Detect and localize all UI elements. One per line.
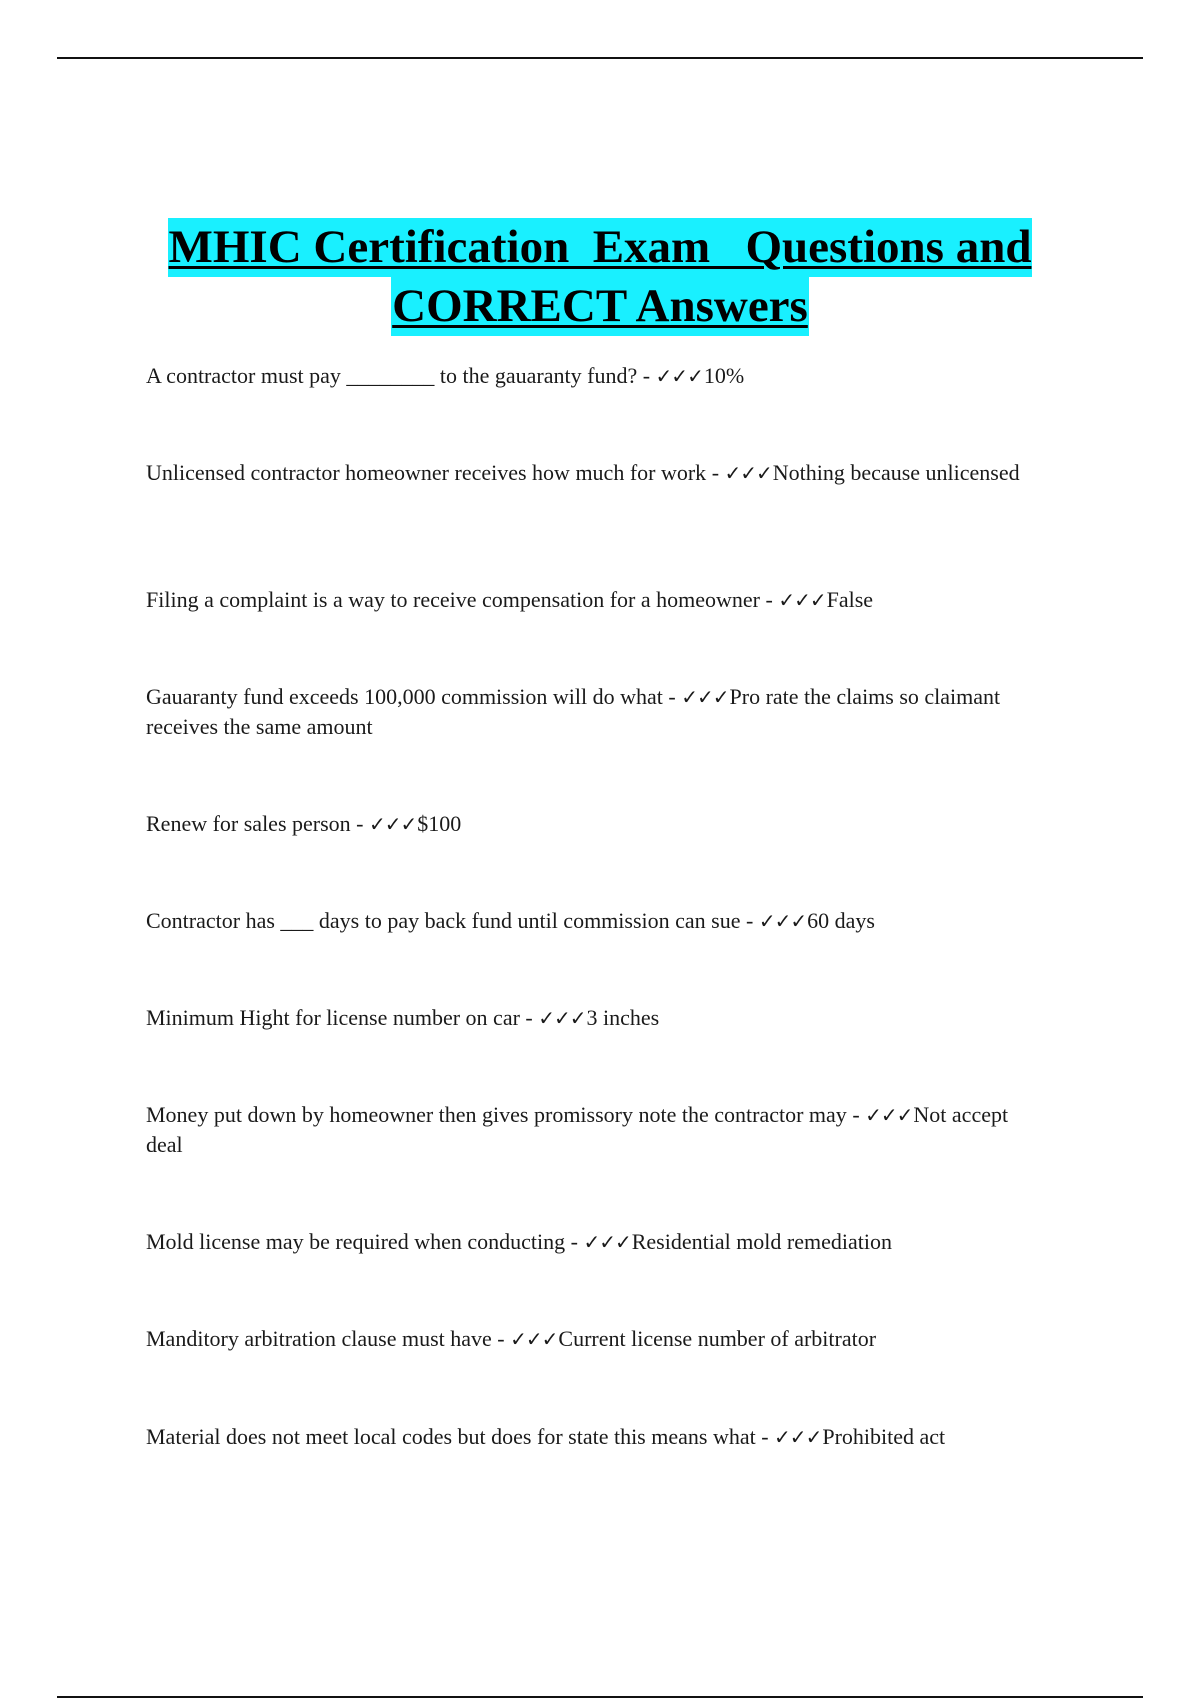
separator: - (755, 1424, 775, 1449)
separator: - (759, 587, 779, 612)
separator: - (519, 1005, 539, 1030)
qa-item (146, 906, 1046, 936)
check-marks-icon: ✓✓✓ (758, 909, 807, 933)
separator: - (350, 811, 369, 836)
check-marks-icon: ✓✓✓ (774, 1425, 822, 1449)
qa-item (146, 1324, 1046, 1354)
question-text: Gauaranty fund exceeds 100,000 commission will do what (146, 684, 663, 709)
check-marks-icon: ✓✓✓ (538, 1006, 586, 1030)
answer-text: Pro rate the claims so claimant receives the same amount (146, 684, 1001, 739)
separator: - (706, 460, 725, 485)
question-text: A contractor must pay ________ to the gauaranty fund? (146, 363, 638, 388)
bottom-rule (57, 1696, 1143, 1698)
qa-item (146, 1227, 1046, 1257)
answer-text: Residential mold remediation (631, 1229, 892, 1254)
question-text: Contractor has ___ days to pay back fund until commission can sue (146, 908, 741, 933)
answer-text: 10% (703, 363, 745, 388)
check-marks-icon: ✓✓✓ (778, 588, 826, 612)
qa-item (146, 361, 1046, 391)
check-marks-icon: ✓✓✓ (369, 812, 417, 836)
question-text: Manditory arbitration clause must have (146, 1326, 492, 1351)
question-text: Mold license may be required when conducting (146, 1229, 566, 1254)
answer-text: Not accept deal (146, 1102, 1009, 1157)
check-marks-icon: ✓✓✓ (681, 685, 729, 709)
qa-item (146, 1422, 1046, 1452)
answer-text: 3 inches (586, 1005, 660, 1030)
check-marks-icon: ✓✓✓ (583, 1230, 631, 1254)
answer-text: False (826, 587, 874, 612)
title-line-1: MHIC Certification Exam Questions and (168, 218, 1033, 277)
qa-item (146, 809, 1046, 839)
qa-item (146, 1100, 1046, 1160)
question-text: Money put down by homeowner then gives promissory note the contractor may (146, 1102, 847, 1127)
answer-text: Prohibited act (822, 1424, 946, 1449)
separator: - (662, 684, 682, 709)
separator: - (846, 1102, 866, 1127)
separator: - (740, 908, 759, 933)
qa-item (146, 458, 1046, 488)
question-text: Renew for sales person (146, 811, 351, 836)
check-marks-icon: ✓✓✓ (510, 1327, 558, 1351)
check-marks-icon: ✓✓✓ (655, 364, 703, 388)
check-marks-icon: ✓✓✓ (724, 461, 772, 485)
answer-text: 60 days (807, 908, 875, 933)
question-text: Unlicensed contractor homeowner receives how much for work (146, 460, 707, 485)
question-text: Minimum Hight for license number on car (146, 1005, 520, 1030)
document-title (0, 218, 1200, 336)
qa-item (146, 682, 1046, 742)
check-marks-icon: ✓✓✓ (865, 1103, 913, 1127)
separator: - (491, 1326, 511, 1351)
qa-item (146, 1003, 1046, 1033)
title-line-2: CORRECT Answers (391, 277, 809, 336)
qa-item (146, 585, 1046, 615)
question-text: Filing a complaint is a way to receive compensation for a homeowner (146, 587, 760, 612)
top-rule (57, 57, 1143, 59)
answer-text: $100 (417, 811, 462, 836)
separator: - (637, 363, 656, 388)
answer-text: Nothing because unlicensed (772, 460, 1020, 485)
separator: - (565, 1229, 584, 1254)
answer-text: Current license number of arbitrator (558, 1326, 877, 1351)
question-text: Material does not meet local codes but does for state this means what (146, 1424, 756, 1449)
